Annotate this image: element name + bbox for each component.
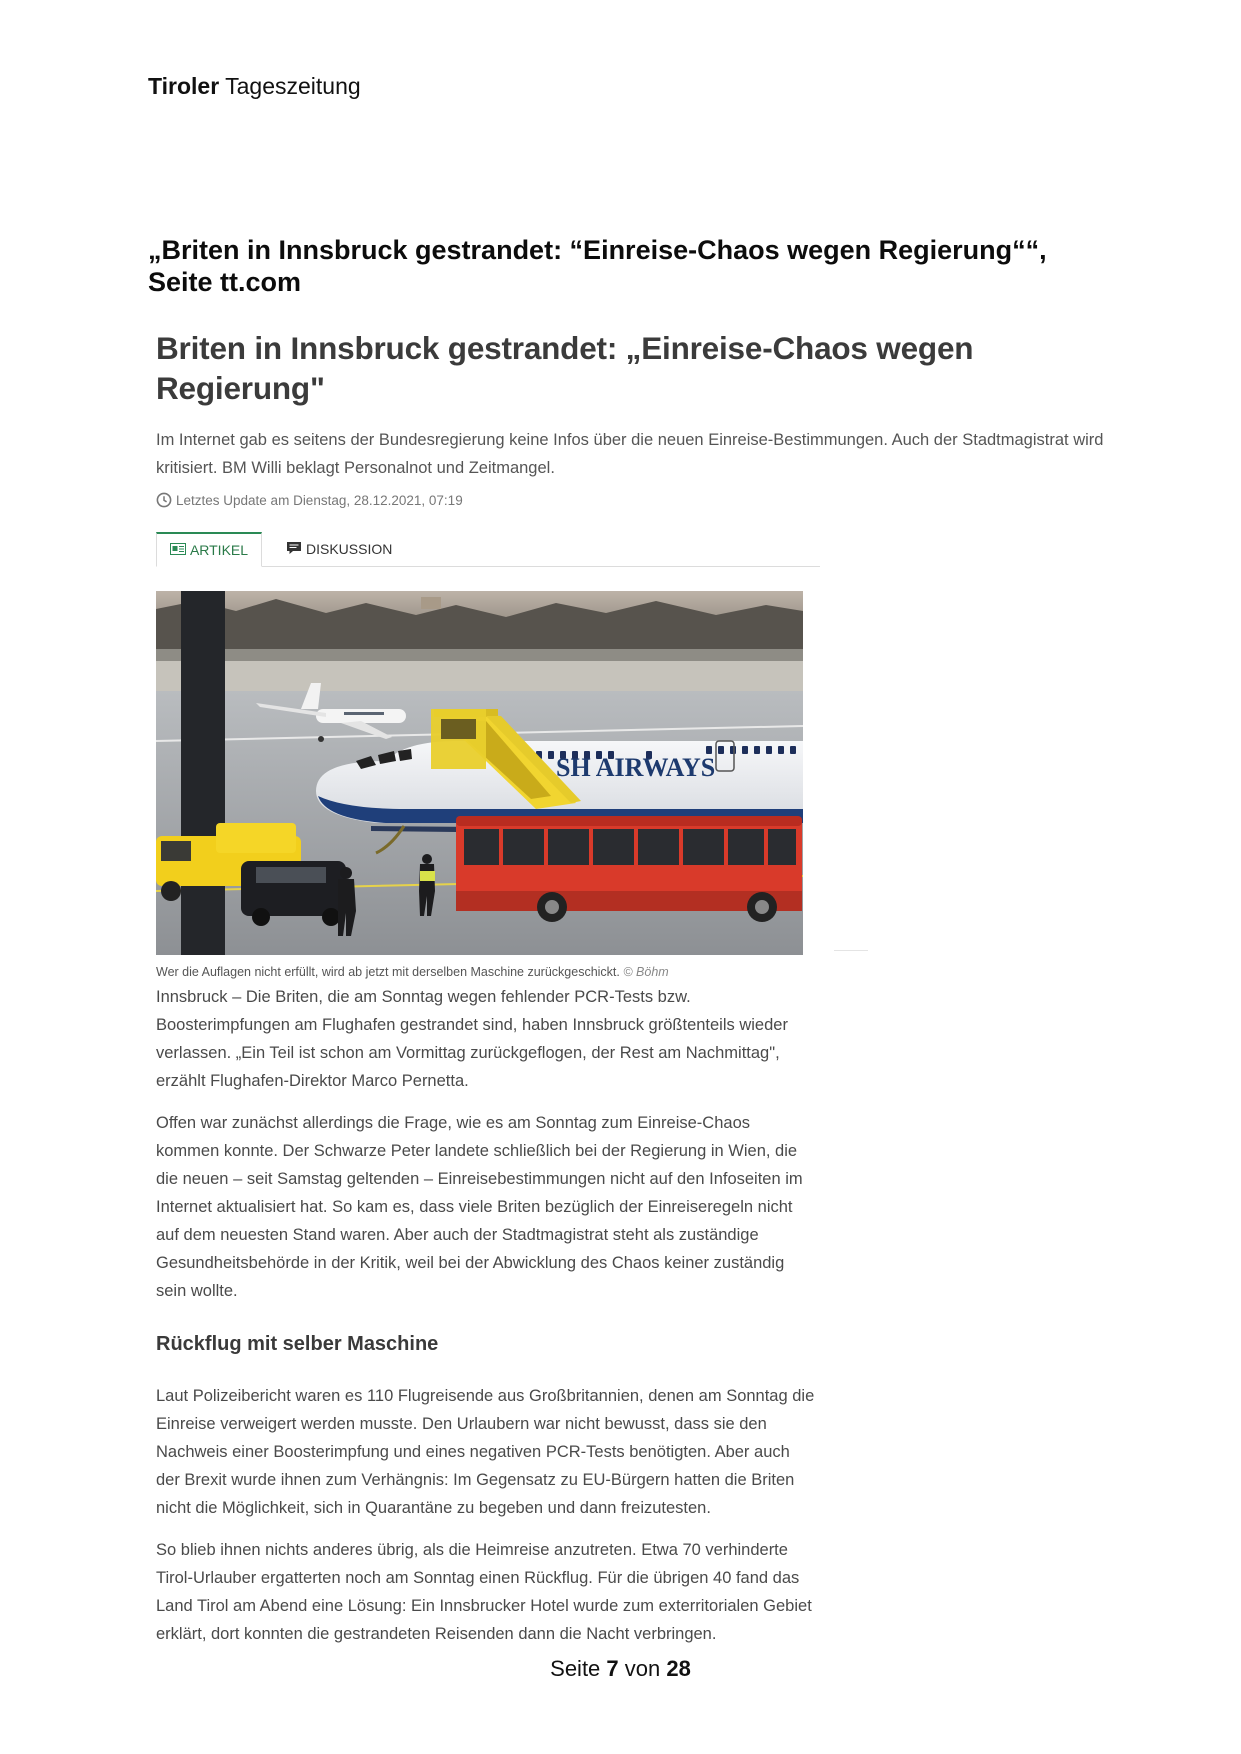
photo-credit: © Böhm — [623, 965, 669, 979]
article-clipping — [156, 328, 1116, 1648]
aircraft-livery-text: SH AIRWAYS — [556, 753, 716, 782]
clock-icon — [156, 492, 172, 508]
document-title: „Briten in Innsbruck gestrandet: “Einreise-Chaos wegen Regierung““, Seite tt.com — [148, 235, 1047, 297]
subheading: Rückflug mit selber Maschine — [156, 1333, 439, 1355]
photo-caption — [156, 965, 1116, 979]
masthead-rest: Tageszeitung — [219, 73, 361, 99]
page-total: 28 — [666, 1656, 691, 1681]
tab-diskussion[interactable] — [286, 532, 392, 566]
masthead — [148, 73, 361, 100]
paragraph-1: Innsbruck – Die Briten, die am Sonntag wegen fehlender PCR-Tests bzw. Boosterimpfungen am Flughafen gestrandet sind, haben Innsbruck größtenteils wieder verlassen. „Ein Teil ist schon am Vormittag zurückgeflogen, der Rest am Nachmittag", erzählt Flughafen-Direktor Marco Pernetta. — [156, 988, 788, 1090]
article-body — [156, 983, 1116, 1648]
paragraph-2: Offen war zunächst allerdings die Frage, wie es am Sonntag zum Einreise-Chaos kommen konnte. Der Schwarze Peter landete schließlich bei der Regierung in Wien, die die neuen – seit Samstag geltenden – Einreisebestimmungen nicht auf den Infoseiten im Internet aktualisiert hat. So kam es, dass viele Briten bezüglich der Einreiseregeln nicht auf dem neuesten Stand waren. Aber auch der Stadtmagistrat steht als zuständige Gesundheitsbehörde in der Kritik, weil bei der Abwicklung des Chaos keiner zuständig sein wollte. — [156, 1114, 803, 1300]
caption-text: Wer die Auflagen nicht erfüllt, wird ab jetzt mit derselben Maschine zurückgeschickt. — [156, 965, 620, 979]
divider — [834, 950, 868, 951]
comment-icon — [286, 541, 306, 558]
paragraph-4: So blieb ihnen nichts anderes übrig, als die Heimreise anzutreten. Etwa 70 verhinderte Tirol-Urlauber ergatterten noch am Sonntag einen Rückflug. Für die übrigen 40 fand das Land Tirol am Abend eine Lösung: Ein Innsbrucker Hotel wurde zum exterritorialen Gebiet erklärt, dort konnten die gestrandeten Reisenden dann die Nacht verbringen. — [156, 1541, 812, 1643]
article-headline: Briten in Innsbruck gestrandet: „Einreise-Chaos wegen Regierung" — [156, 330, 974, 406]
footer-mid: von — [618, 1656, 667, 1681]
tab-artikel[interactable] — [156, 532, 262, 567]
update-timestamp — [156, 492, 1116, 508]
update-text: Letztes Update am Dienstag, 28.12.2021, 07:19 — [176, 492, 463, 508]
tab-diskussion-label: DISKUSSION — [306, 541, 393, 557]
article-icon — [170, 542, 190, 558]
article-lead: Im Internet gab es seitens der Bundesregierung keine Infos über die neuen Einreise-Bestimmungen. Auch der Stadtmagistrat wird kritisiert. BM Willi beklagt Personalnot und Zeitmangel. — [156, 431, 1104, 477]
footer-prefix: Seite — [550, 1656, 607, 1681]
page-footer — [0, 1656, 1241, 1682]
tab-artikel-label: ARTIKEL — [189, 542, 249, 558]
masthead-bold: Tiroler — [148, 73, 220, 99]
page-number: 7 — [606, 1656, 619, 1681]
paragraph-3: Laut Polizeibericht waren es 110 Flugreisende aus Großbritannien, denen am Sonntag die Einreise verweigert werden musste. Den Urlaubern war nicht bewusst, dass sie den Nachweis einer Boosterimpfung und eines negativen PCR-Tests benötigten. Aber auch der Brexit wurde ihnen zum Verhängnis: Im Gegensatz zu EU-Bürgern hatten die Briten nicht die Möglichkeit, sich in Quarantäne zu begeben und dann freizutesten. — [156, 1387, 815, 1517]
airport-photo — [156, 591, 803, 955]
article-tabs — [156, 532, 820, 567]
